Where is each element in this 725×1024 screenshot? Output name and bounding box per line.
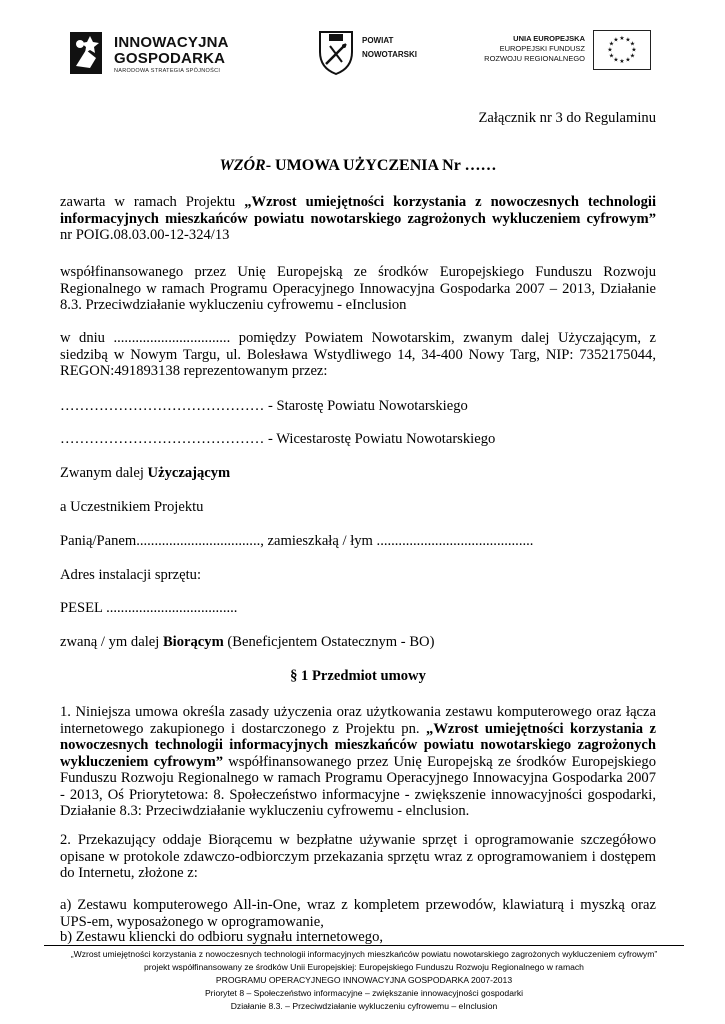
paragraph-parties: w dniu ................................ pomiędzy Powiatem Nowotarskim, zwanym dalej Użyczającym, z siedzibą w Nowym Targu, ul. Bolesława Wstydliwego 14, 34-400 Nowy Targ, NIP: 7352175044, REGON:491893138 reprezentowanym przez: [60,330,656,379]
section-1-heading [60,668,656,685]
footer-line2: projekt współfinansowany ze środków Unii Europejskiej: Europejskiego Funduszu Rozwoju Regionalnego w ramach [144,962,584,972]
ue-line1: UNIA EUROPEJSKA [513,34,585,43]
title-rest: - UMOWA UŻYCZENIA Nr …… [265,157,497,174]
svg-text:★: ★ [629,52,636,60]
svg-text:★: ★ [619,58,625,65]
ue-line3: ROZWOJU REGIONALNEGO [484,54,585,63]
paragraph-borrower [60,634,656,651]
header-logos [0,24,725,84]
svg-text:★: ★ [608,40,615,48]
svg-text:★: ★ [613,36,619,44]
powiat-nowotarski-logo [316,28,436,80]
svg-text:★: ★ [631,46,637,54]
paragraph-participant: a Uczestnikiem Projektu [60,499,204,515]
section-1-point-2a: a) Zestawu komputerowego All-in-One, wraz z kompletem przewodów, klawiaturą i myszką oraz UPS-em, wyposażonego w oprogramowanie, [60,897,656,930]
paragraph-pesel: PESEL .................................... [60,600,238,616]
s1-b: współfinansowanego przez Unię Europejską ze środków Europejskiego Funduszu Rozwoju Regionalnego w ramach Programu Operacyjnego Innowacyjna Gospodarka 2007 - 2013, Oś Priorytetowa: 8. Społeczeństwo informacyjne - zwiększenie innowacyjności gospodarki, Działanie 8.3: Przeciwdziałanie wykluczeniu cyfrowemu - elnclusion. [60,753,656,819]
footer-line1: „Wzrost umiejętności korzystania z nowoczesnych technologii informacyjnych mieszkańców powiatu nowotarskiego zagrożonych wykluczeniem cyfrowym” [70,949,658,959]
paragraph-install-address: Adres instalacji sprzętu: [60,567,202,583]
title-prefix: WZÓR [219,157,266,174]
svg-text:★: ★ [608,52,615,60]
svg-text:★: ★ [625,56,631,64]
innowacyjna-gospodarka-logo [68,28,243,80]
svg-text:★: ★ [619,35,625,42]
ig-title-line2: GOSPODARKA [114,50,226,67]
svg-text:★: ★ [629,40,636,48]
p1-a: zawarta w ramach Projektu [60,194,245,210]
paragraph-wicestarosta: …………………………………… - Wicestarostę Powiatu Nowotarskiego [60,431,496,447]
footer-line3: PROGRAMU OPERACYJNEGO INNOWACYJNA GOSPODARKA 2007-2013 [215,975,513,985]
paragraph-lender [60,465,656,482]
eu-flag-icon [593,30,651,70]
paragraph-name-fields: Panią/Panem.................................., zamieszkałą / łym ........................................... [60,533,534,549]
footer-divider [44,945,684,946]
section-1-point-2: 2. Przekazujący oddaje Biorącemu w bezpłatne używanie sprzęt i oprogramowanie szczegółowo opisane w protokole zdawczo-odbiorczym przekazania sprzętu wraz z oprogramowaniem i dostępem do Internetu, złożone z: [60,832,656,881]
ig-subtitle: NARODOWA STRATEGIA SPÓJNOŚCI [114,68,221,74]
section-1-heading-text: § 1 Przedmiot umowy [290,668,426,684]
p1-b: nr POIG.08.03.00-12-324/13 [60,227,230,243]
ue-text-block [475,34,585,64]
p6-lender-bold: Użyczającym [147,465,231,481]
svg-text:★: ★ [613,56,619,64]
section-1-point-2b: b) Zestawu kliencki do odbioru sygnału internetowego, [60,929,384,945]
innowacyjna-gospodarka-emblem-icon [68,28,104,78]
footer-line5: Działanie 8.3. – Przeciwdziałanie wykluczeniu cyfrowemu – eInclusion [230,1001,498,1011]
footer [44,948,684,1013]
annex-label: Załącznik nr 3 do Regulaminu [478,110,656,126]
document-title [60,158,656,175]
pn-title-line1: POWIAT [362,36,394,45]
p1-project-name: „Wzrost umiejętności korzystania z nowoczesnych technologii informacyjnych mieszkańców powiatu nowotarskiego zagrożonych wykluczeniem cyfrowym” [60,194,657,227]
p6-a: Zwanym dalej [60,465,148,481]
coat-of-arms-icon [316,28,356,76]
paragraph-starosta: …………………………………… - Starostę Powiatu Nowotarskiego [60,398,468,414]
s1-project-name: „Wzrost umiejętności korzystania z nowoczesnych technologii informacyjnych mieszkańców powiatu nowotarskiego zagrożonych wykluczeniem cyfrowym” [60,720,656,770]
pn-title-line2: NOWOTARSKI [362,50,417,59]
svg-text:★: ★ [607,46,613,54]
section-1-point-1 [60,704,656,820]
p11-b: (Beneficjentem Ostatecznym - BO) [223,634,435,650]
ue-line2: EUROPEJSKI FUNDUSZ [499,44,585,53]
p11-a: zwaną / ym dalej [60,634,163,650]
s1-a: 1. Niniejsza umowa określa zasady użyczenia oraz użytkowania zestawu komputerowego oraz łącza internetowego zakupionego i dostarczonego z Projektu pn. [60,704,656,737]
paragraph-project [60,194,656,244]
paragraph-cofinancing: współfinansowanego przez Unię Europejską ze środków Europejskiego Funduszu Rozwoju Regionalnego w ramach Programu Operacyjnego Innowacyjna Gospodarka 2007 – 2013, Działanie 8.3. Przeciwdziałanie wykluczeniu cyfrowemu - eInclusion [60,264,656,313]
p11-borrower-bold: Biorącym [162,634,224,650]
footer-line4: Priorytet 8 – Społeczeństwo informacyjne – zwiększanie innowacyjności gospodarki [204,988,524,998]
ig-title-line1: INNOWACYJNA [114,34,229,51]
unia-europejska-logo [475,28,675,80]
svg-text:★: ★ [625,36,631,44]
